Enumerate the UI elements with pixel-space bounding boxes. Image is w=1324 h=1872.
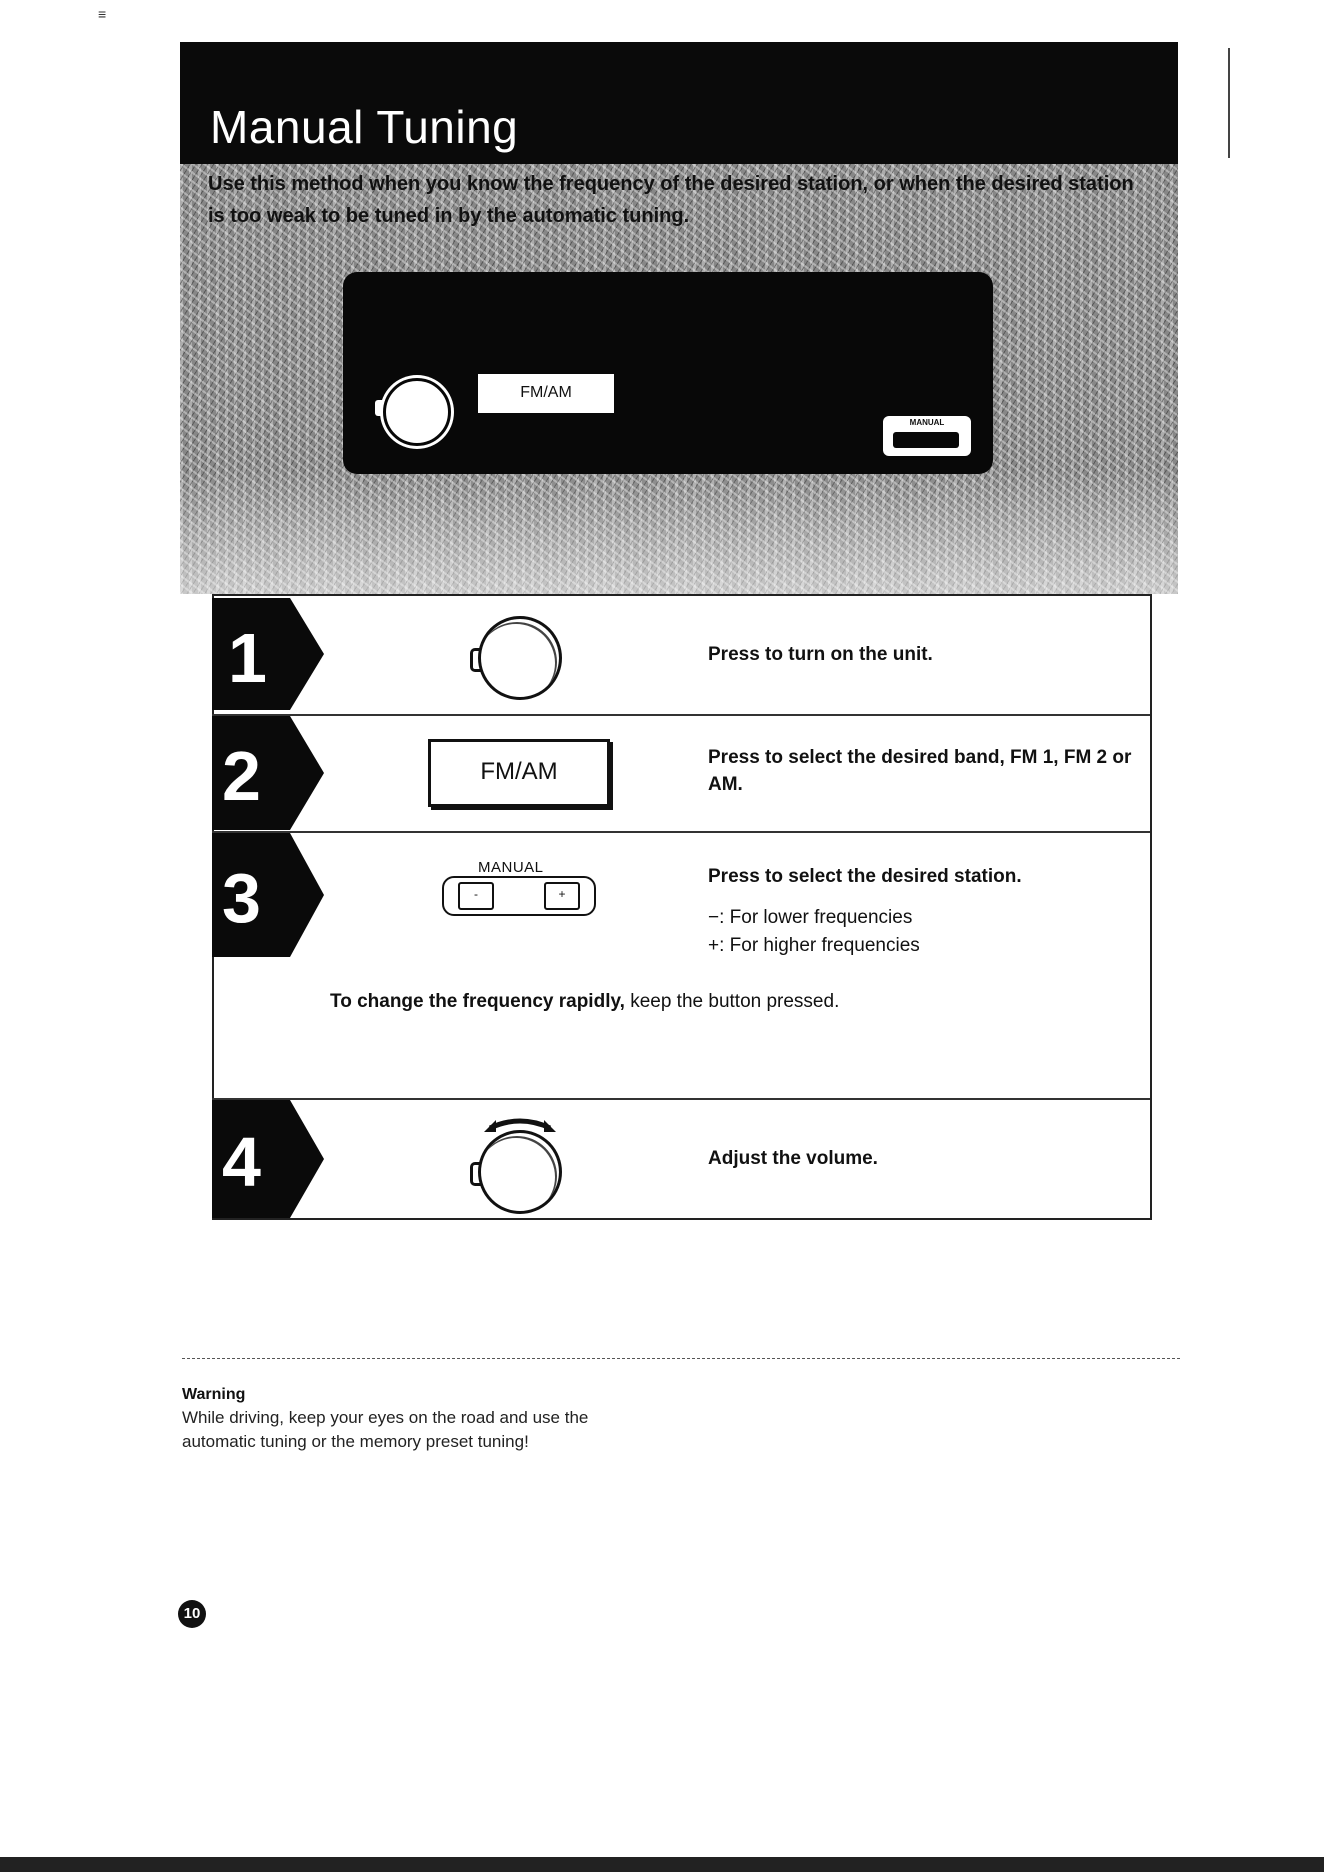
manual-label: MANUAL <box>478 859 544 876</box>
step-number: 4 <box>222 1123 261 1201</box>
separator-line <box>182 1358 1180 1359</box>
page-number: 10 <box>178 1600 206 1628</box>
plus-key-icon: + <box>544 882 580 910</box>
step-number: 3 <box>222 859 261 937</box>
step-divider <box>212 714 1150 716</box>
step-3-tip <box>330 988 839 1016</box>
steps-box <box>212 594 1152 1220</box>
step-number: 2 <box>222 737 261 815</box>
step-3-text: Press to select the desired station. <box>708 866 1022 887</box>
page-title: Manual Tuning <box>210 101 519 153</box>
power-volume-knob-icon <box>383 378 451 446</box>
step-1-text: Press to turn on the unit. <box>708 644 933 665</box>
step-2-text: Press to select the desired band, FM 1, FM 2 or AM. <box>708 747 1132 795</box>
step-3-note-minus: −: For lower frequencies <box>708 907 913 928</box>
power-knob-icon <box>478 616 562 700</box>
minus-key-icon: - <box>458 882 494 910</box>
step-3-tip-rest: keep the button pressed. <box>624 991 840 1012</box>
volume-knob-icon <box>478 1130 562 1214</box>
corner-mark: ≡ <box>98 6 107 22</box>
warning-text: While driving, keep your eyes on the road and use the automatic tuning or the memory preset tuning! <box>182 1408 589 1451</box>
step-4-text: Adjust the volume. <box>708 1148 878 1169</box>
step-number: 1 <box>228 619 267 697</box>
fmam-button-icon: FM/AM <box>428 739 610 807</box>
step-divider <box>212 1098 1150 1100</box>
scan-bottom-edge <box>0 1857 1324 1872</box>
step-divider <box>212 831 1150 833</box>
panel-manual-label: MANUAL <box>909 418 945 427</box>
warning-title: Warning <box>182 1386 246 1403</box>
panel-fmam-button: FM/AM <box>474 374 618 416</box>
panel-manual-rocker-icon <box>893 432 959 448</box>
step-3-note-plus: +: For higher frequencies <box>708 935 920 956</box>
margin-line <box>1228 48 1230 158</box>
step-3-tip-bold: To change the frequency rapidly, <box>330 991 625 1012</box>
intro-text: Use this method when you know the frequency of the desired station, or when the desired station is too weak to be tuned in by the automatic tuning. <box>208 173 1134 227</box>
photo-fade <box>180 470 1178 594</box>
